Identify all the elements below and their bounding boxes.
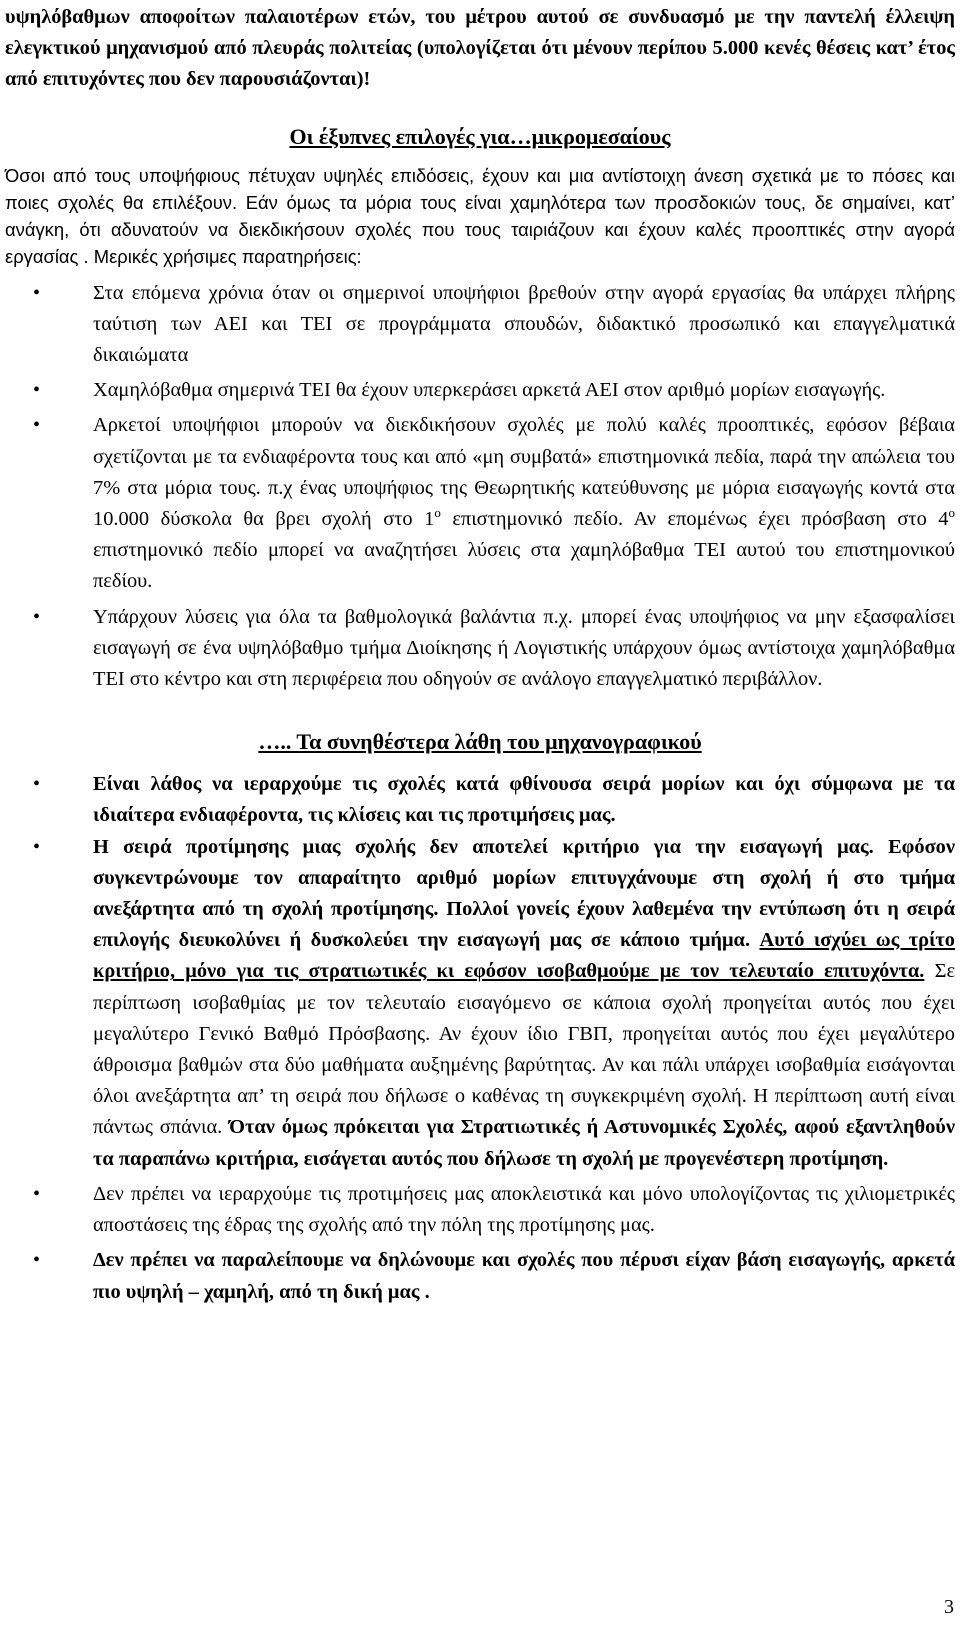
list-item-text-part: επιστημονικό πεδίο μπορεί να αναζητήσει λύσεις στα χαμηλόβαθμα ΤΕΙ αυτού του επιστημονικού πεδίου.	[93, 539, 955, 593]
section-heading-common-mistakes: ….. Τα συνηθέστερα λάθη του μηχανογραφικού	[258, 729, 702, 755]
list-item-text-part: επιστημονικό πεδίο. Αν επομένως έχει πρόσβαση στο 4	[440, 508, 949, 531]
list-item-text: Χαμηλόβαθμα σημερινά ΤΕΙ θα έχουν υπερκεράσει αρκετά ΑΕΙ στον αριθμό μορίων εισαγωγής.	[93, 379, 886, 402]
list-item-text: Στα επόμενα χρόνια όταν οι σημερινοί υποψήφιοι βρεθούν στην αγορά εργασίας θα υπάρχει πλήρης ταύτιση των ΑΕΙ και ΤΕΙ σε προγράμματα σπουδών, διδακτικό προσωπικό και επαγγελματικά δικαιώματα	[93, 281, 955, 367]
list-item	[5, 832, 955, 1175]
list-item-text-part: Αρκετοί υποψήφιοι μπορούν να διεκδικήσουν σχολές με πολύ καλές προοπτικές, εφόσον βέβαια σχετίζονται με τα ενδιαφέροντα τους και από «μη συμβατά» επιστημονικά πεδία, παρά την απώλεια του 7% στα μόρια τους. π.χ ένας υποψήφιος της Θεωρητικής κατεύθυνσης με μόρια εισαγωγής κοντά στα 10.000 δύσκολα θα βρει σχολή στο 1	[93, 414, 955, 531]
list-item-text-underlined: Αυτό ισχύει ως τρίτο κριτήριο, μόνο για τις στρατιωτικές κι εφόσον ισοβαθμούμε με τον τελευταίο επιτυχόντα.	[93, 929, 955, 983]
list-item-text: Είναι λάθος να ιεραρχούμε τις σχολές κατά φθίνουσα σειρά μορίων και όχι σύμφωνα με τα ιδιαίτερα ενδιαφέροντα, τις κλίσεις και τις προτιμήσεις μας.	[93, 773, 955, 827]
list-item-text: Δεν πρέπει να παραλείπουμε να δηλώνουμε και σχολές που πέρυσι είχαν βάση εισαγωγής, αρκετά πιο υψηλή – χαμηλή, από τη δική μας .	[93, 1249, 955, 1303]
list-item-text-bold-end: Όταν όμως πρόκειται για Στρατιωτικές ή Αστυνομικές Σχολές, αφού εξαντληθούν τα παραπάνω κριτήρια, εισάγεται αυτός που δήλωσε τη σχολή με προγενέστερη προτίμηση.	[93, 1116, 955, 1170]
superscript: ο	[434, 505, 441, 521]
list-item	[5, 410, 955, 597]
page-number: 3	[944, 1596, 954, 1618]
list-item	[5, 278, 955, 372]
page-content	[5, 2, 955, 1308]
mistakes-list	[5, 769, 955, 1307]
list-item	[5, 769, 955, 831]
list-item-text-normal: Σε περίπτωση ισοβαθμίας με τον τελευταίο εισαγόμενο σε κάποια σχολή προηγείται αυτός που έχει μεγαλύτερο Γενικό Βαθμό Πρόσβασης. Αν έχουν ίδιο ΓΒΠ, προηγείται αυτός που έχει μεγαλύτερο άθροισμα βαθμών στα δύο μαθήματα αυξημένης βαρύτητας. Αν και πάλι υπάρχει ισοβαθμία εισάγονται όλοι ανεξάρτητα απ’ τη σειρά που δήλωσε ο καθένας τη συγκεκριμένη σχολή. Η περίπτωση αυτή είναι πάντως σπάνια.	[93, 960, 956, 1139]
list-item-text: Υπάρχουν λύσεις για όλα τα βαθμολογικά βαλάντια π.χ. μπορεί ένας υποψήφιος να μην εξασφαλίσει εισαγωγή σε ένα υψηλόβαθμο τμήμα Διοίκησης ή Λογιστικής υπάρχουν όμως αντίστοιχα χαμηλόβαθμα ΤΕΙ στο κέντρο και στη περιφέρεια που οδηγούν σε ανάλογο επαγγελματικό περιβάλλον.	[93, 605, 955, 691]
smart-choices-paragraph: Όσοι από τους υποψήφιους πέτυχαν υψηλές επιδόσεις, έχουν και μια αντίστοιχη άνεση σχετικά με το πόσες και ποιες σχολές θα επιλέξουν. Εάν όμως τα μόρια τους είναι χαμηλότερα των προσδοκιών τους, δε σημαίνει, κατ’ ανάγκη, ότι αδυνατούν να διεκδικήσουν σχολές που τους ταιριάζουν και έχουν καλές προοπτικές στην αγορά εργασίας . Μερικές χρήσιμες παρατηρήσεις:	[5, 164, 955, 267]
list-item	[5, 602, 955, 696]
intro-paragraph: υψηλόβαθμων αποφοίτων παλαιοτέρων ετών, του μέτρου αυτού σε συνδυασμό με την παντελή έλλειψη ελεγκτικού μηχανισμού από πλευράς πολιτείας (υπολογίζεται ότι μένουν περίπου 5.000 κενές θέσεις κατ’ έτος από επιτυχόντες που δεν παρουσιάζονται)!	[5, 6, 955, 91]
list-item	[5, 1179, 955, 1241]
section-heading-smart-choices: Οι έξυπνες επιλογές για…μικρομεσαίους	[289, 123, 671, 149]
list-item-text-bold: Η σειρά προτίμησης μιας σχολής δεν αποτελεί κριτήριο για την εισαγωγή μας. Εφόσον συγκεντρώνουμε τον απαραίτητο αριθμό μορίων επιτυγχάνουμε στη σχολή ή στο τμήμα ανεξάρτητα από τη σχολή προτίμησης. Πολλοί γονείς έχουν λαθεμένα την εντύπωση ότι η σειρά επιλογής διευκολύνει ή δυσκολεύει την εισαγωγή μας σε κάποιο τμήμα.	[93, 835, 955, 952]
list-item	[5, 1245, 955, 1307]
list-item	[5, 375, 955, 406]
observations-list	[5, 278, 955, 696]
list-item-text: Δεν πρέπει να ιεραρχούμε τις προτιμήσεις μας αποκλειστικά και μόνο υπολογίζοντας τις χιλιομετρικές αποστάσεις της έδρας της σχολής από την πόλη της προτίμησης μας.	[93, 1182, 955, 1237]
superscript: ο	[948, 505, 955, 521]
